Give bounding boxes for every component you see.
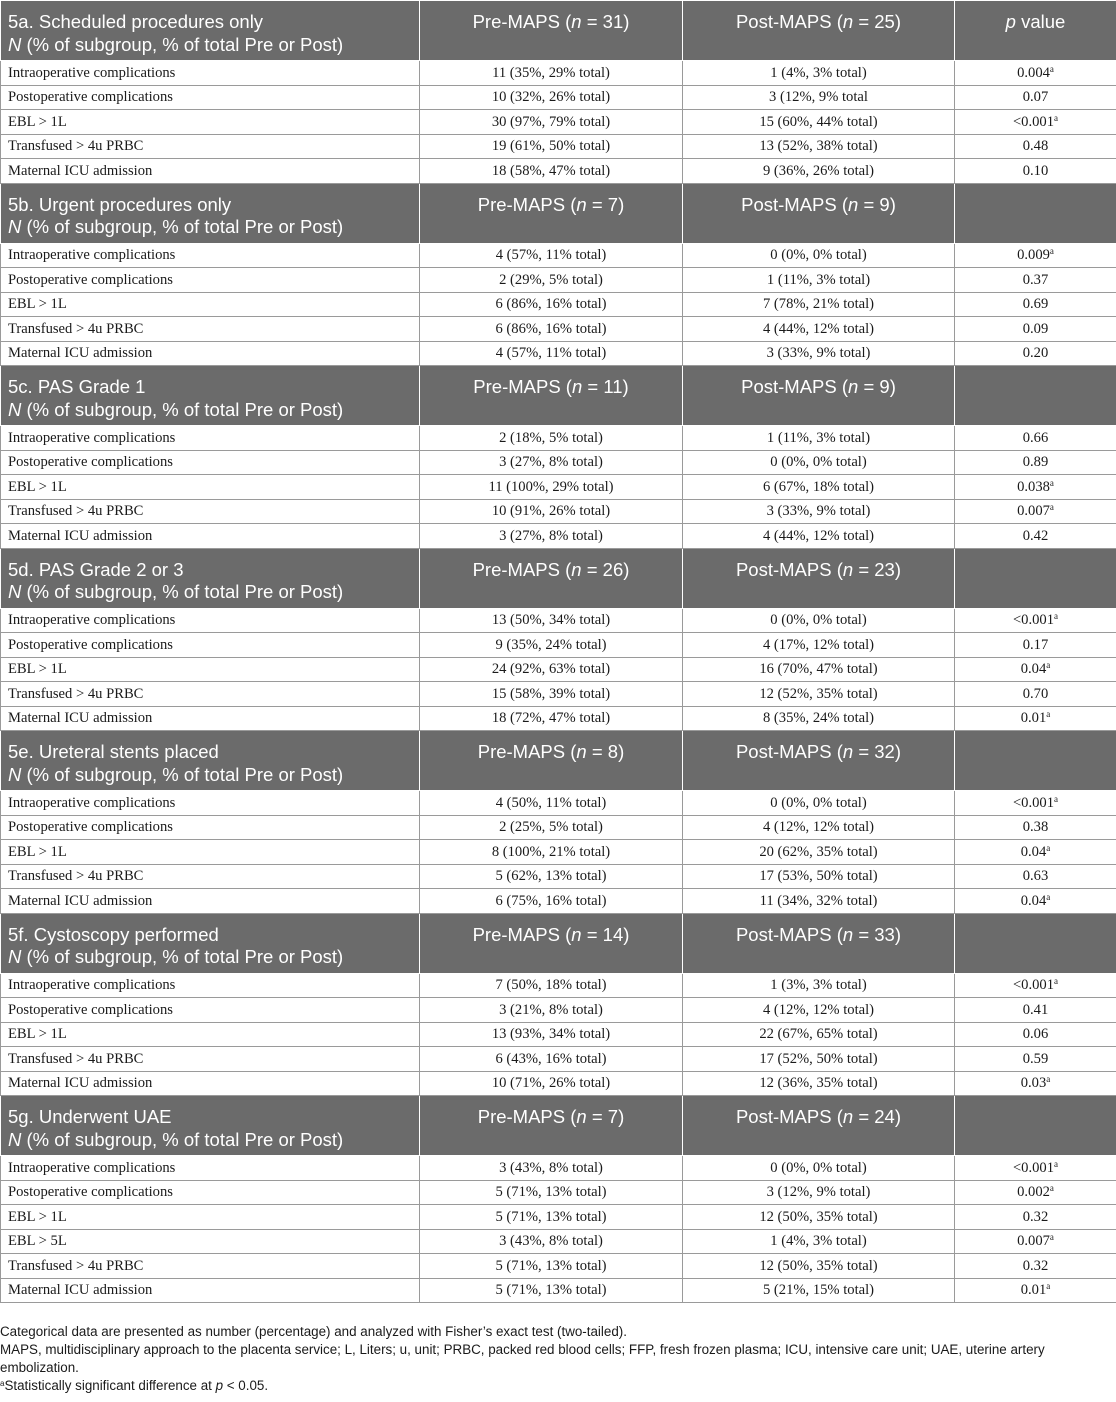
table-row xyxy=(1,341,1116,366)
post-maps-value: 1 (4%, 3% total) xyxy=(683,61,955,86)
outcome-label: EBL > 1L xyxy=(1,1022,420,1047)
table-row xyxy=(1,317,1116,342)
p-value: 0.69 xyxy=(955,292,1116,317)
pre-maps-value: 15 (58%, 39% total) xyxy=(420,682,683,707)
post-maps-value: 12 (50%, 35% total) xyxy=(683,1254,955,1279)
pre-maps-value: 10 (91%, 26% total) xyxy=(420,499,683,524)
significance-marker: a xyxy=(1046,1074,1051,1085)
post-maps-value: 22 (67%, 65% total) xyxy=(683,1022,955,1047)
pre-maps-header: Pre-MAPS (n = 31) xyxy=(420,1,683,61)
table-row xyxy=(1,475,1116,500)
section-title-cell xyxy=(1,1,420,61)
post-maps-value: 12 (36%, 35% total) xyxy=(683,1071,955,1096)
section-subtitle: N (% of subgroup, % of total Pre or Post) xyxy=(8,398,344,420)
outcome-label: Postoperative complications xyxy=(1,633,420,658)
post-maps-header: Post-MAPS (n = 24) xyxy=(683,1096,955,1156)
table-row xyxy=(1,426,1116,451)
p-value: 0.32 xyxy=(955,1205,1116,1230)
post-maps-value: 3 (33%, 9% total) xyxy=(683,341,955,366)
outcome-label: Maternal ICU admission xyxy=(1,159,420,184)
outcome-label: Transfused > 4u PRBC xyxy=(1,682,420,707)
p-value: <0.001$^a$ xyxy=(955,1156,1116,1181)
table-row xyxy=(1,840,1116,865)
outcome-label: Maternal ICU admission xyxy=(1,1278,420,1303)
p-value-header xyxy=(955,913,1116,973)
p-value: 0.42 xyxy=(955,524,1116,549)
p-value: 0.63 xyxy=(955,864,1116,889)
section-subtitle: N (% of subgroup, % of total Pre or Post) xyxy=(8,216,344,237)
footnote-methods: Categorical data are presented as number (percentage) and analyzed with Fisher’s exact test (two-tailed). xyxy=(0,1324,627,1339)
pre-maps-header: Pre-MAPS (n = 7) xyxy=(420,1096,683,1156)
outcome-label: Intraoperative complications xyxy=(1,1156,420,1181)
outcome-label: Transfused > 4u PRBC xyxy=(1,499,420,524)
table-row xyxy=(1,682,1116,707)
section-title: 5c. PAS Grade 1 xyxy=(8,376,146,397)
p-value-header xyxy=(955,183,1116,243)
table-row xyxy=(1,657,1116,682)
table-row xyxy=(1,1156,1116,1181)
outcome-label: Postoperative complications xyxy=(1,450,420,475)
p-value: 0.007$^a$ xyxy=(955,1229,1116,1254)
pre-maps-value: 11 (100%, 29% total) xyxy=(420,475,683,500)
post-maps-header: Post-MAPS (n = 25) xyxy=(683,1,955,61)
significance-marker: a xyxy=(1049,477,1054,488)
outcome-label: Postoperative complications xyxy=(1,1180,420,1205)
p-value: 0.04$^a$ xyxy=(955,889,1116,914)
pre-maps-header: Pre-MAPS (n = 7) xyxy=(420,183,683,243)
pre-maps-value: 5 (62%, 13% total) xyxy=(420,864,683,889)
p-value: 0.41 xyxy=(955,998,1116,1023)
post-maps-value: 1 (11%, 3% total) xyxy=(683,268,955,293)
section-title: 5g. Underwent UAE xyxy=(8,1106,172,1127)
p-value: 0.17 xyxy=(955,633,1116,658)
table-row xyxy=(1,608,1116,633)
outcome-label: EBL > 1L xyxy=(1,110,420,135)
outcome-label: Postoperative complications xyxy=(1,815,420,840)
pre-maps-value: 6 (86%, 16% total) xyxy=(420,292,683,317)
post-maps-value: 9 (36%, 26% total) xyxy=(683,159,955,184)
post-maps-value: 0 (0%, 0% total) xyxy=(683,450,955,475)
p-value: 0.10 xyxy=(955,159,1116,184)
pre-maps-value: 13 (50%, 34% total) xyxy=(420,608,683,633)
outcome-label: EBL > 5L xyxy=(1,1229,420,1254)
significance-marker: a xyxy=(1049,246,1054,257)
p-value: 0.06 xyxy=(955,1022,1116,1047)
outcome-label: EBL > 1L xyxy=(1,292,420,317)
p-value-header xyxy=(955,731,1116,791)
p-value: 0.01$^a$ xyxy=(955,1278,1116,1303)
table-row xyxy=(1,134,1116,159)
section-header-row xyxy=(1,548,1116,608)
pre-maps-header: Pre-MAPS (n = 11) xyxy=(420,366,683,426)
outcome-label: EBL > 1L xyxy=(1,840,420,865)
outcome-label: Postoperative complications xyxy=(1,998,420,1023)
pre-maps-header: Pre-MAPS (n = 8) xyxy=(420,731,683,791)
p-value: <0.001$^a$ xyxy=(955,110,1116,135)
section-title-cell xyxy=(1,913,420,973)
table-row xyxy=(1,791,1116,816)
section-title: 5e. Ureteral stents placed xyxy=(8,741,219,762)
significance-marker: a xyxy=(1054,112,1059,123)
section-title-cell xyxy=(1,548,420,608)
table-row xyxy=(1,1254,1116,1279)
significance-marker: a xyxy=(1054,611,1059,622)
p-value-header xyxy=(955,366,1116,426)
post-maps-value: 15 (60%, 44% total) xyxy=(683,110,955,135)
table-row xyxy=(1,1278,1116,1303)
post-maps-value: 6 (67%, 18% total) xyxy=(683,475,955,500)
post-maps-header: Post-MAPS (n = 9) xyxy=(683,183,955,243)
p-value: 0.37 xyxy=(955,268,1116,293)
pre-maps-header: Pre-MAPS (n = 14) xyxy=(420,913,683,973)
post-maps-header: Post-MAPS (n = 23) xyxy=(683,548,955,608)
table-row xyxy=(1,998,1116,1023)
p-value: 0.01$^a$ xyxy=(955,706,1116,731)
section-title: 5d. PAS Grade 2 or 3 xyxy=(8,558,184,580)
post-maps-header: Post-MAPS (n = 32) xyxy=(683,731,955,791)
post-maps-value: 4 (17%, 12% total) xyxy=(683,633,955,658)
post-maps-value: 4 (12%, 12% total) xyxy=(683,998,955,1023)
section-title: 5a. Scheduled procedures only xyxy=(8,11,264,32)
significance-marker: a xyxy=(1046,1281,1051,1292)
outcome-label: Maternal ICU admission xyxy=(1,889,420,914)
section-title-cell xyxy=(1,731,420,791)
p-value-header xyxy=(955,548,1116,608)
table-row xyxy=(1,1022,1116,1047)
section-header-row xyxy=(1,1,1116,61)
p-value: 0.038$^a$ xyxy=(955,475,1116,500)
pre-maps-value: 7 (50%, 18% total) xyxy=(420,973,683,998)
post-maps-value: 1 (11%, 3% total) xyxy=(683,426,955,451)
pre-maps-value: 4 (57%, 11% total) xyxy=(420,243,683,268)
pre-maps-value: 4 (50%, 11% total) xyxy=(420,791,683,816)
significance-marker: a xyxy=(1049,1183,1054,1194)
pre-maps-value: 3 (27%, 8% total) xyxy=(420,450,683,475)
section-title-cell xyxy=(1,366,420,426)
post-maps-value: 4 (44%, 12% total) xyxy=(683,524,955,549)
footnote-abbreviations: MAPS, multidisciplinary approach to the placenta service; L, Liters; u, unit; PRBC, packed red blood cells; FFP, fresh frozen plasma; ICU, intensive care unit; UAE, uterine artery embolization. xyxy=(0,1342,1045,1375)
pre-maps-value: 19 (61%, 50% total) xyxy=(420,134,683,159)
significance-marker: a xyxy=(1046,891,1051,902)
post-maps-value: 3 (12%, 9% total) xyxy=(683,1180,955,1205)
post-maps-header: Post-MAPS (n = 9) xyxy=(683,366,955,426)
section-header-row xyxy=(1,731,1116,791)
table-row xyxy=(1,450,1116,475)
p-value: <0.001$^a$ xyxy=(955,608,1116,633)
significance-marker: a xyxy=(0,1379,5,1388)
section-subtitle: N (% of subgroup, % of total Pre or Post) xyxy=(8,763,344,785)
post-maps-value: 13 (52%, 38% total) xyxy=(683,134,955,159)
table-row xyxy=(1,499,1116,524)
outcome-label: Intraoperative complications xyxy=(1,426,420,451)
p-value: 0.004$^a$ xyxy=(955,61,1116,86)
outcome-label: EBL > 1L xyxy=(1,475,420,500)
p-value: 0.03$^a$ xyxy=(955,1071,1116,1096)
post-maps-header: Post-MAPS (n = 33) xyxy=(683,913,955,973)
post-maps-value: 5 (21%, 15% total) xyxy=(683,1278,955,1303)
post-maps-value: 4 (44%, 12% total) xyxy=(683,317,955,342)
p-value: 0.07 xyxy=(955,85,1116,110)
pre-maps-value: 6 (86%, 16% total) xyxy=(420,317,683,342)
post-maps-value: 11 (34%, 32% total) xyxy=(683,889,955,914)
p-value: 0.59 xyxy=(955,1047,1116,1072)
p-value: 0.009$^a$ xyxy=(955,243,1116,268)
p-value: 0.48 xyxy=(955,134,1116,159)
section-title: 5f. Cystoscopy performed xyxy=(8,923,219,945)
p-value-header xyxy=(955,1096,1116,1156)
table-row xyxy=(1,61,1116,86)
pre-maps-value: 6 (75%, 16% total) xyxy=(420,889,683,914)
pre-maps-value: 4 (57%, 11% total) xyxy=(420,341,683,366)
table-row xyxy=(1,268,1116,293)
table-row xyxy=(1,1205,1116,1230)
section-title-cell xyxy=(1,1096,420,1156)
p-value: 0.20 xyxy=(955,341,1116,366)
table-row xyxy=(1,1229,1116,1254)
section-header-row xyxy=(1,183,1116,243)
post-maps-value: 0 (0%, 0% total) xyxy=(683,243,955,268)
pre-maps-value: 10 (32%, 26% total) xyxy=(420,85,683,110)
post-maps-value: 17 (52%, 50% total) xyxy=(683,1047,955,1072)
pre-maps-value: 2 (25%, 5% total) xyxy=(420,815,683,840)
pre-maps-value: 5 (71%, 13% total) xyxy=(420,1180,683,1205)
p-value: <0.001$^a$ xyxy=(955,973,1116,998)
p-value: <0.001$^a$ xyxy=(955,791,1116,816)
outcome-label: Intraoperative complications xyxy=(1,791,420,816)
significance-marker: a xyxy=(1049,502,1054,513)
table-row xyxy=(1,159,1116,184)
section-subtitle: N (% of subgroup, % of total Pre or Post) xyxy=(8,1128,344,1150)
post-maps-value: 17 (53%, 50% total) xyxy=(683,864,955,889)
section-header-row xyxy=(1,1096,1116,1156)
p-value: 0.70 xyxy=(955,682,1116,707)
pre-maps-value: 3 (43%, 8% total) xyxy=(420,1156,683,1181)
pre-maps-value: 2 (29%, 5% total) xyxy=(420,268,683,293)
table-row xyxy=(1,973,1116,998)
section-subtitle: N (% of subgroup, % of total Pre or Post) xyxy=(8,33,344,55)
table-footnotes xyxy=(0,1322,1116,1395)
outcome-label: Postoperative complications xyxy=(1,268,420,293)
significance-marker: a xyxy=(1054,976,1059,987)
table-row xyxy=(1,243,1116,268)
footnote-significance: $^a$Statistically significant difference at p < 0.05. xyxy=(0,1378,269,1393)
pre-maps-value: 3 (27%, 8% total) xyxy=(420,524,683,549)
pre-maps-value: 3 (43%, 8% total) xyxy=(420,1229,683,1254)
post-maps-value: 7 (78%, 21% total) xyxy=(683,292,955,317)
pre-maps-value: 5 (71%, 13% total) xyxy=(420,1254,683,1279)
post-maps-value: 20 (62%, 35% total) xyxy=(683,840,955,865)
section-header-row xyxy=(1,366,1116,426)
p-value: 0.66 xyxy=(955,426,1116,451)
outcome-label: Transfused > 4u PRBC xyxy=(1,134,420,159)
p-value: 0.04$^a$ xyxy=(955,657,1116,682)
post-maps-value: 4 (12%, 12% total) xyxy=(683,815,955,840)
table-row xyxy=(1,706,1116,731)
significance-marker: a xyxy=(1046,842,1051,853)
significance-marker: a xyxy=(1054,1158,1059,1169)
outcome-label: Intraoperative complications xyxy=(1,608,420,633)
outcome-label: Postoperative complications xyxy=(1,85,420,110)
outcome-label: Intraoperative complications xyxy=(1,61,420,86)
pre-maps-value: 8 (100%, 21% total) xyxy=(420,840,683,865)
table-row xyxy=(1,815,1116,840)
section-header-row xyxy=(1,913,1116,973)
pre-maps-value: 11 (35%, 29% total) xyxy=(420,61,683,86)
table-row xyxy=(1,524,1116,549)
post-maps-value: 0 (0%, 0% total) xyxy=(683,791,955,816)
outcome-label: Maternal ICU admission xyxy=(1,1071,420,1096)
p-value: 0.002$^a$ xyxy=(955,1180,1116,1205)
outcome-label: Intraoperative complications xyxy=(1,973,420,998)
pre-maps-value: 10 (71%, 26% total) xyxy=(420,1071,683,1096)
pre-maps-value: 18 (72%, 47% total) xyxy=(420,706,683,731)
p-value: 0.09 xyxy=(955,317,1116,342)
pre-maps-value: 2 (18%, 5% total) xyxy=(420,426,683,451)
p-value: 0.38 xyxy=(955,815,1116,840)
table-row xyxy=(1,85,1116,110)
table-row xyxy=(1,110,1116,135)
table-row xyxy=(1,292,1116,317)
post-maps-value: 0 (0%, 0% total) xyxy=(683,608,955,633)
post-maps-value: 12 (52%, 35% total) xyxy=(683,682,955,707)
significance-marker: a xyxy=(1049,63,1054,74)
pre-maps-value: 24 (92%, 63% total) xyxy=(420,657,683,682)
pre-maps-value: 18 (58%, 47% total) xyxy=(420,159,683,184)
pre-maps-value: 30 (97%, 79% total) xyxy=(420,110,683,135)
pre-maps-value: 13 (93%, 34% total) xyxy=(420,1022,683,1047)
outcome-label: Maternal ICU admission xyxy=(1,524,420,549)
post-maps-value: 12 (50%, 35% total) xyxy=(683,1205,955,1230)
p-value: 0.007$^a$ xyxy=(955,499,1116,524)
table-row xyxy=(1,864,1116,889)
section-title-cell xyxy=(1,183,420,243)
outcome-label: EBL > 1L xyxy=(1,1205,420,1230)
post-maps-value: 1 (3%, 3% total) xyxy=(683,973,955,998)
significance-marker: a xyxy=(1054,793,1059,804)
post-maps-value: 1 (4%, 3% total) xyxy=(683,1229,955,1254)
pre-maps-value: 3 (21%, 8% total) xyxy=(420,998,683,1023)
section-title: 5b. Urgent procedures only xyxy=(8,193,232,215)
p-value-header: p value xyxy=(955,1,1116,61)
table-row xyxy=(1,1180,1116,1205)
outcome-label: Maternal ICU admission xyxy=(1,706,420,731)
p-value: 0.89 xyxy=(955,450,1116,475)
outcome-label: Transfused > 4u PRBC xyxy=(1,864,420,889)
pre-maps-value: 9 (35%, 24% total) xyxy=(420,633,683,658)
p-value: 0.32 xyxy=(955,1254,1116,1279)
table-row xyxy=(1,889,1116,914)
post-maps-value: 8 (35%, 24% total) xyxy=(683,706,955,731)
outcome-label: Transfused > 4u PRBC xyxy=(1,317,420,342)
post-maps-value: 3 (33%, 9% total) xyxy=(683,499,955,524)
significance-marker: a xyxy=(1046,709,1051,720)
significance-marker: a xyxy=(1046,660,1051,671)
section-subtitle: N (% of subgroup, % of total Pre or Post) xyxy=(8,946,344,967)
significance-marker: a xyxy=(1049,1232,1054,1243)
outcome-label: Maternal ICU admission xyxy=(1,341,420,366)
post-maps-value: 3 (12%, 9% total xyxy=(683,85,955,110)
outcome-label: Intraoperative complications xyxy=(1,243,420,268)
outcome-label: Transfused > 4u PRBC xyxy=(1,1254,420,1279)
pre-maps-value: 5 (71%, 13% total) xyxy=(420,1205,683,1230)
table-row xyxy=(1,1047,1116,1072)
post-maps-value: 0 (0%, 0% total) xyxy=(683,1156,955,1181)
pre-maps-value: 5 (71%, 13% total) xyxy=(420,1278,683,1303)
table-row xyxy=(1,1071,1116,1096)
post-maps-value: 16 (70%, 47% total) xyxy=(683,657,955,682)
pre-maps-header: Pre-MAPS (n = 26) xyxy=(420,548,683,608)
outcome-label: EBL > 1L xyxy=(1,657,420,682)
section-subtitle: N (% of subgroup, % of total Pre or Post) xyxy=(8,581,344,602)
p-value: 0.04$^a$ xyxy=(955,840,1116,865)
outcome-label: Transfused > 4u PRBC xyxy=(1,1047,420,1072)
pre-maps-value: 6 (43%, 16% total) xyxy=(420,1047,683,1072)
table-row xyxy=(1,633,1116,658)
